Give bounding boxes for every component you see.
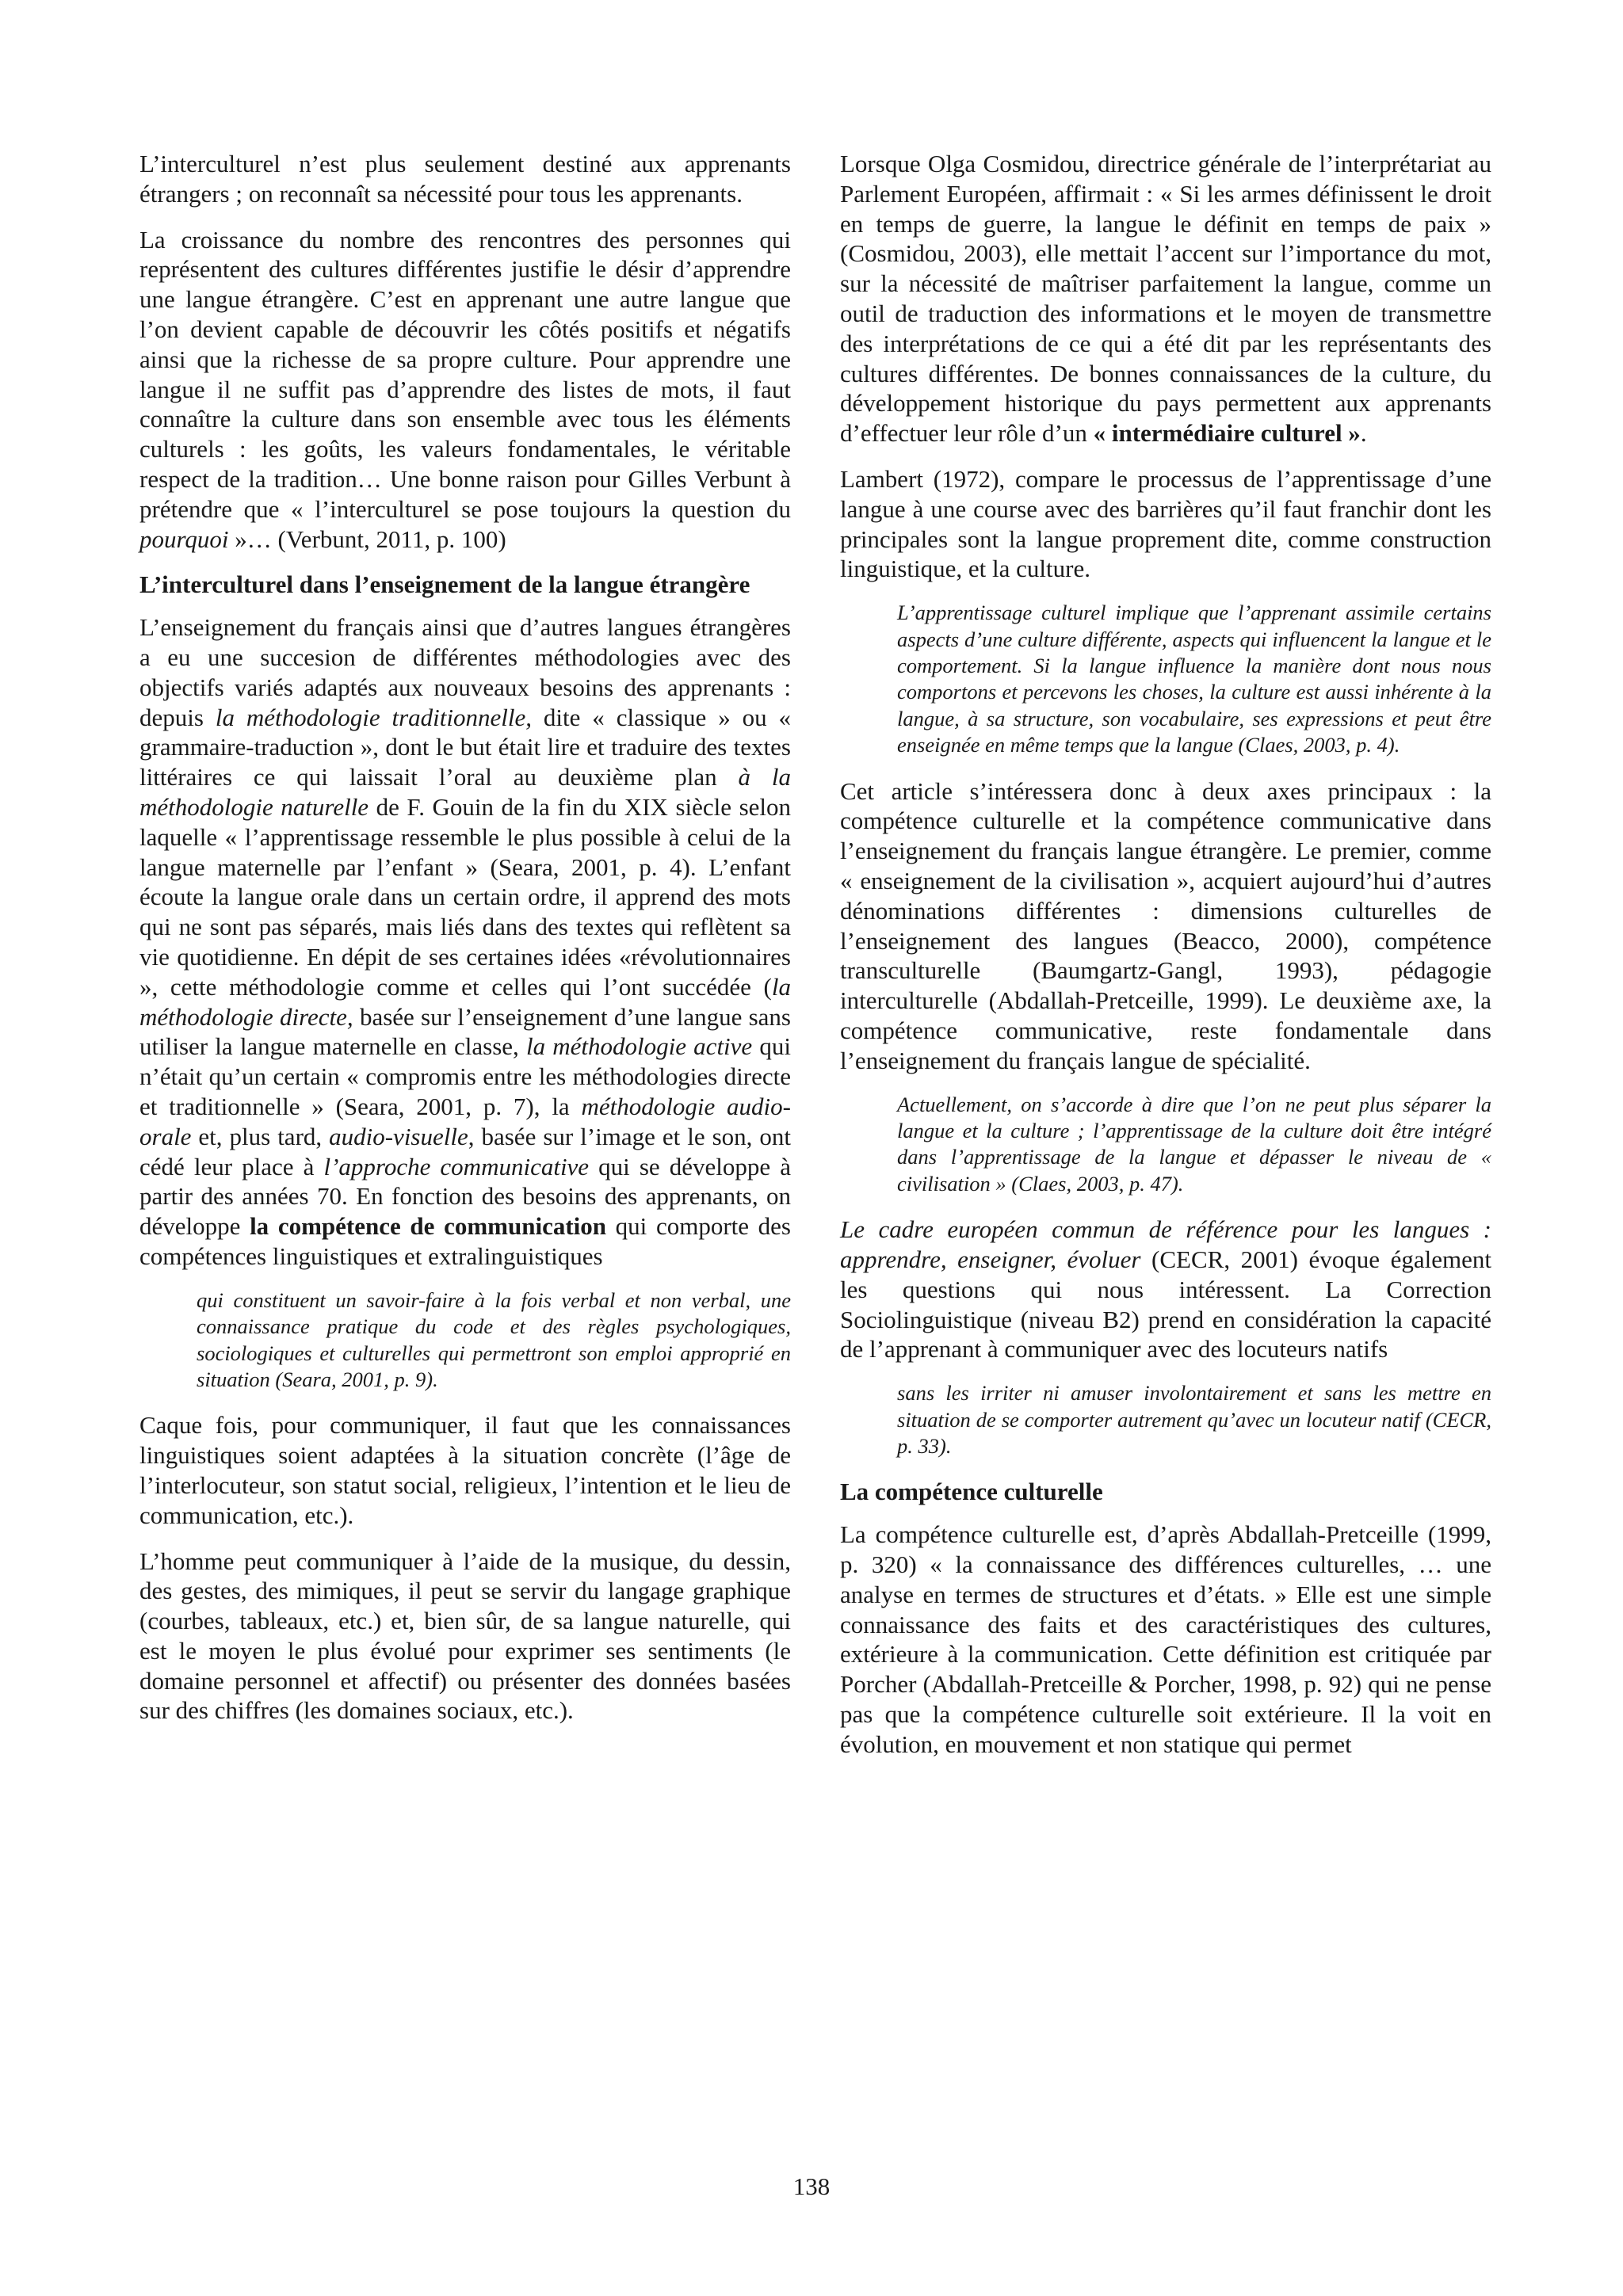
- paragraph: La compétence culturelle est, d’après Abdallah-Pretceille (1999, p. 320) « la connaissance des différences culturelles, … une analyse en termes de structures et d’états. » Elle est une simple connaissance des faits et des caractéristiques des cultures, extérieure à la communication. Cette définition est critiquée par Porcher (Abdallah-Pretceille & Porcher, 1998, p. 92) qui ne pense pas que la compétence culturelle soit extérieure. Il la voit en évolution, en mouvement et non statique qui permet: [840, 1520, 1491, 1758]
- paragraph: La croissance du nombre des rencontres des personnes qui représentent des cultures différentes justifie le désir d’apprendre une langue étrangère. C’est en apprenant une autre langue que l’on devient capable de découvrir les côtés positifs et négatifs ainsi que la richesse de sa propre culture. Pour apprendre une langue il ne suffit pas d’apprendre des listes de mots, il faut connaître la culture dans son ensemble avec tous les éléments culturels : les goûts, les valeurs fondamentales, le véritable respect de la tradition… Une bonne raison pour Gilles Verbunt à prétendre que « l’interculturel se pose toujours la question du pourquoi »… (Verbunt, 2011, p. 100): [139, 225, 791, 553]
- paragraph: Cet article s’intéressera donc à deux axes principaux : la compétence culturelle et la compétence communicative dans l’enseignement du français langue étrangère. Le premier, comme « enseignement de la civilisation », acquiert aujourd’hui d’autres dénominations différentes : dimensions culturelles de l’enseignement des langues (Beacco, 2000), compétence transculturelle (Baumgartz-Gangl, 1993), pédagogie interculturelle (Abdallah-Pretceille, 1999). Le deuxième axe, la compétence communicative, reste fondamentale dans l’enseignement du français langue de spécialité.: [840, 776, 1491, 1074]
- page-number: 138: [792, 2172, 831, 2200]
- section-heading: L’interculturel dans l’enseignement de la langue étrangère: [139, 570, 750, 599]
- block-quote: qui constituent un savoir-faire à la fois verbal et non verbal, une connaissance pratique du code et des règles psychologiques, sociologiques et culturelles qui permettront son emploi approprié en situation (Seara, 2001, p. 9).: [197, 1287, 791, 1391]
- paragraph: L’enseignement du français ainsi que d’autres langues étrangères a eu une succesion de différentes méthodologies avec des objectifs variés adaptés aux nouveaux besoins des apprenants : depuis la méthodologie traditionnelle, dite « classique » ou « grammaire-traduction », dont le but était lire et traduire des textes littéraires ce qui laissait l’oral au deuxième plan à la méthodologie naturelle de F. Gouin de la fin du XIX siècle selon laquelle « l’apprentissage ressemble le plus possible à celui de la langue maternelle par l’enfant » (Seara, 2001, p. 4). L’enfant écoute la langue orale dans un certain ordre, il apprend des mots qui ne sont pas séparés, mais liés dans des textes qui reflètent sa vie quotidienne. En dépit de ses certaines idées «révolutionnaires », cette méthodologie comme et celles qui l’ont succédée (la méthodologie directe, basée sur l’enseignement d’une langue sans utiliser la langue maternelle en classe, la méthodologie active qui n’était qu’un certain « compromis entre les méthodologies directe et traditionnelle » (Seara, 2001, p. 7), la méthodologie audio-orale et, plus tard, audio-visuelle, basée sur l’image et le son, ont cédé leur place à l’approche communicative qui se développe à partir des années 70. En fonction des besoins des apprenants, on développe la compétence de communication qui comporte des compétences linguistiques et extralinguistiques: [139, 613, 792, 1270]
- paragraph: Lorsque Olga Cosmidou, directrice générale de l’interprétariat au Parlement Européen, affirmait : « Si les armes définissent le droit en temps de guerre, la langue le définit en temps de paix » (Cosmidou, 2003), elle mettait l’accent sur l’importance du mot, sur la nécessité de maîtriser parfaitement la langue, comme un outil de traduction des informations et le moyen de transmettre des interprétations de ce qui a été dit par les représentants des cultures différentes. De bonnes connaissances de la culture, du développement historique du pays permettent aux apprenants d’effectuer leur rôle d’un « intermédiaire culturel ».: [840, 150, 1491, 448]
- left-column: [139, 149, 791, 1741]
- paragraph: L’homme peut communiquer à l’aide de la musique, du dessin, des gestes, des mimiques, il peut se servir du langage graphique (courbes, tableaux, etc.) et, bien sûr, de sa langue naturelle, qui est le moyen le plus évolué pour exprimer ses sentiments (le domaine personnel et affectif) ou présenter des données basées sur des chiffres (les domaines sociaux, etc.).: [139, 1547, 791, 1725]
- right-column: [840, 149, 1491, 1775]
- block-quote: L’apprentissage culturel implique que l’apprenant assimile certains aspects d’une culture différente, aspects qui influencent la langue et le comportement. Si la langue influence la manière dont nous nous comportons et percevons les choses, la culture est aussi inhérente à la langue, à sa structure, son vocabulaire, ses expressions et peut être enseignée en même temps que la langue (Claes, 2003, p. 4).: [897, 601, 1491, 757]
- block-quote: sans les irriter ni amuser involontairement et sans les mettre en situation de se comporter autrement qu’avec un locuteur natif (CECR, p. 33).: [897, 1381, 1491, 1458]
- paragraph: Caque fois, pour communiquer, il faut que les connaissances linguistiques soient adaptées à la situation concrète (l’âge de l’interlocuteur, son statut social, religieux, l’intention et le lieu de communication, etc.).: [139, 1411, 791, 1529]
- paragraph: Lambert (1972), compare le processus de l’apprentissage d’une langue à une course avec des barrières qu’il faut franchir dont les principales sont la langue proprement dite, comme construction linguistique, et la culture.: [840, 464, 1491, 583]
- block-quote: Actuellement, on s’accorde à dire que l’on ne peut plus séparer la langue et la culture ; l’apprentissage de la culture doit être intégré dans l’apprentissage de la langue et dépasser le niveau de « civilisation » (Claes, 2003, p. 47).: [897, 1092, 1491, 1196]
- paragraph: Le cadre européen commun de référence pour les langues : apprendre, enseigner, évoluer (CECR, 2001) évoque également les questions qui nous intéressent. La Correction Sociolinguistique (niveau B2) prend en considération la capacité de l’apprenant à communiquer avec des locuteurs natifs: [840, 1215, 1491, 1363]
- section-heading: La compétence culturelle: [840, 1478, 1103, 1506]
- paragraph: L’interculturel n’est plus seulement destiné aux apprenants étrangers ; on reconnaît sa nécessité pour tous les apprenants.: [139, 150, 791, 208]
